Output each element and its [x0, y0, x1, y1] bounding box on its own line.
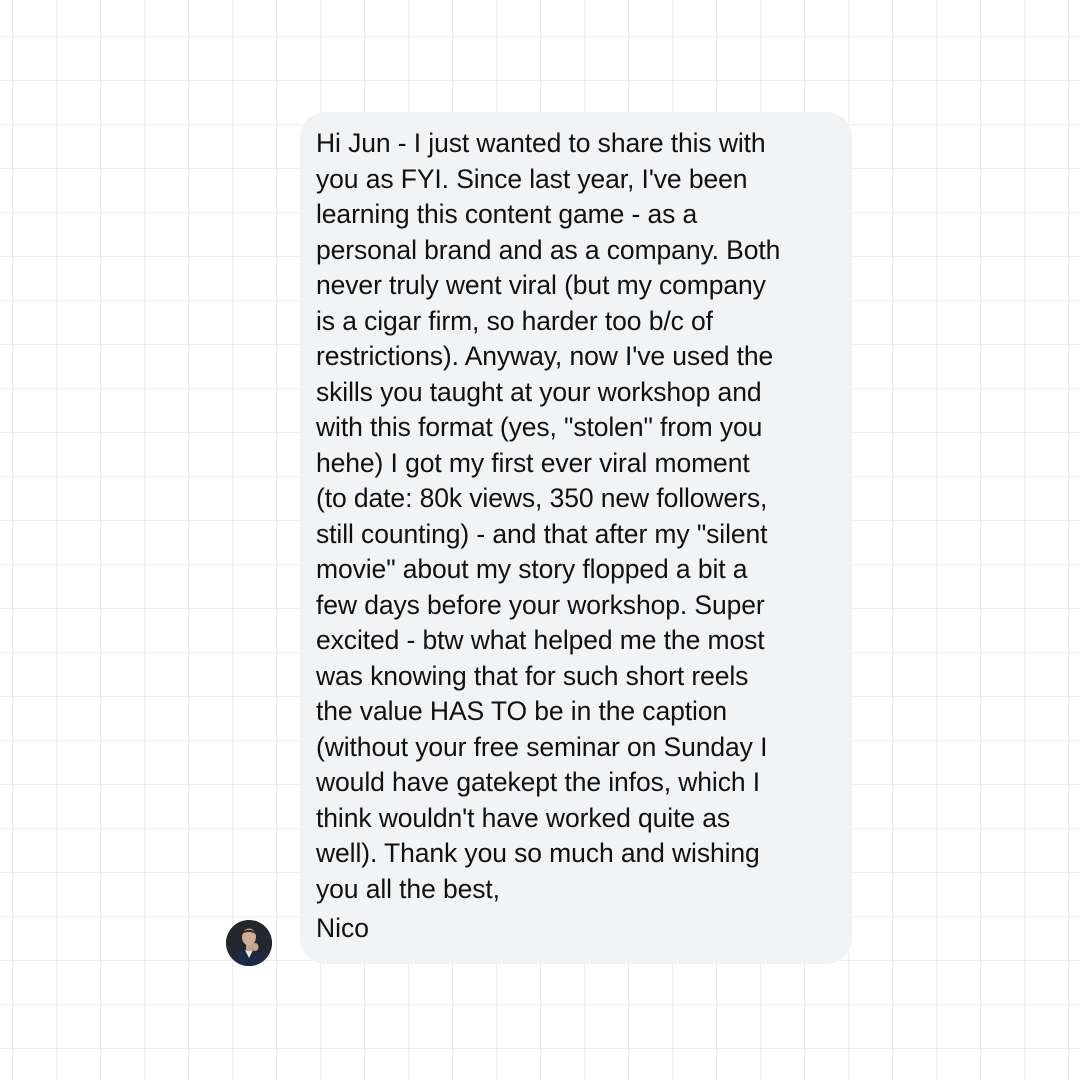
- message-line: still counting) - and that after my "silent: [316, 518, 768, 549]
- message-line: is a cigar firm, so harder too b/c of: [316, 305, 713, 336]
- message-line: Hi Jun - I just wanted to share this with: [316, 128, 766, 158]
- message-line: think wouldn't have worked quite as: [316, 802, 731, 833]
- message-line: the value HAS TO be in the caption: [316, 696, 728, 726]
- message-line: hehe) I got my first ever viral moment: [316, 447, 750, 478]
- message-line: was knowing that for such short reels: [316, 660, 749, 691]
- message-line: would have gatekept the infos, which I: [316, 767, 761, 797]
- message-line: restrictions). Anyway, now I've used the: [316, 341, 774, 371]
- message-line: well). Thank you so much and wishing: [316, 838, 760, 868]
- message-line: (without your free seminar on Sunday I: [316, 731, 768, 762]
- message-line: excited - btw what helped me the most: [316, 625, 765, 655]
- message-line: learning this content game - as a: [316, 199, 698, 229]
- message-line: never truly went viral (but my company: [316, 270, 766, 300]
- message-line: few days before your workshop. Super: [316, 589, 765, 620]
- sender-avatar[interactable]: [226, 920, 272, 966]
- message-line: with this format (yes, "stolen" from you: [316, 412, 763, 442]
- message-text: [316, 126, 842, 907]
- message-line: skills you taught at your workshop and: [316, 376, 762, 407]
- message-line: you all the best,: [316, 873, 500, 904]
- message-line: movie" about my story flopped a bit a: [316, 554, 748, 584]
- message-line: you as FYI. Since last year, I've been: [316, 163, 748, 194]
- message-line: personal brand and as a company. Both: [316, 234, 781, 265]
- person-avatar-icon: [226, 920, 272, 966]
- message-bubble[interactable]: [300, 112, 852, 964]
- message-signature: Nico: [316, 913, 370, 943]
- message-line: (to date: 80k views, 350 new followers,: [316, 483, 768, 513]
